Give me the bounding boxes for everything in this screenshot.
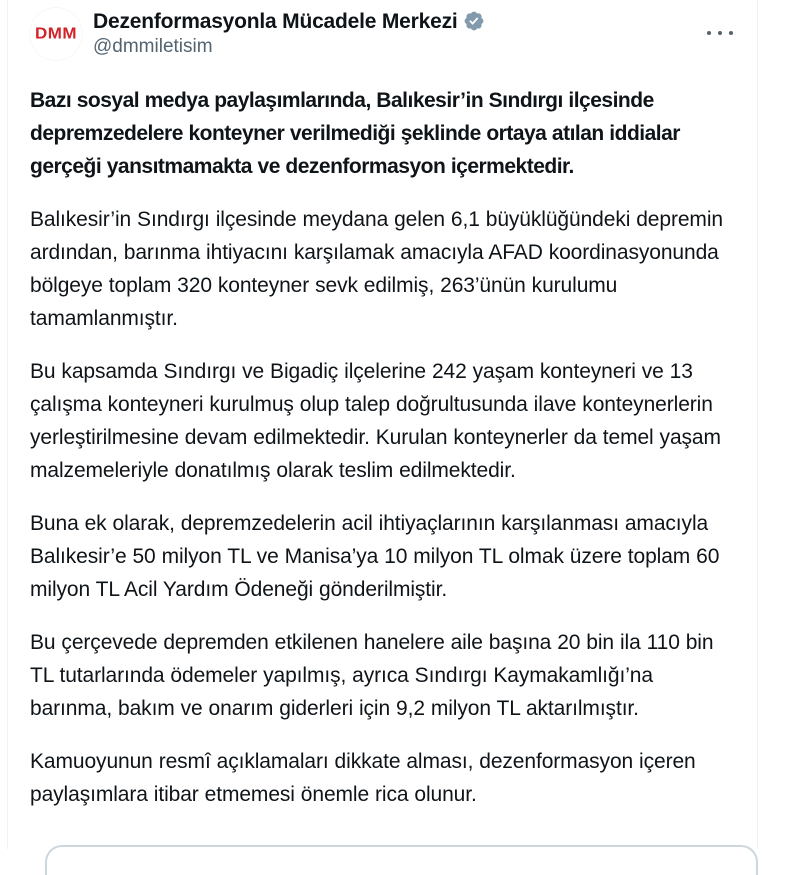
verified-badge-icon[interactable] [463, 10, 485, 32]
tweet-text [30, 84, 740, 811]
tweet-header [30, 8, 737, 62]
avatar[interactable] [30, 8, 82, 60]
more-button[interactable] [701, 16, 739, 50]
tweet-paragraph: Balıkesir’in Sındırgı ilçesinde meydana gelen 6,1 büyüklüğündeki depremin ardından, barınma ihtiyacını karşılamak amacıyla AFAD koordinasyonunda bölgeye toplam 320 konteyner sevk edilmiş, 263’ünün kurulumu tamamlanmıştır. [30, 208, 723, 330]
author-handle[interactable]: @dmmiletisim [93, 36, 213, 57]
author-name-row [93, 10, 485, 32]
media-card-top-edge[interactable] [45, 845, 758, 875]
tweet-paragraph: Bu kapsamda Sındırgı ve Bigadiç ilçelerine 242 yaşam konteyneri ve 13 çalışma konteyneri kurulmuş olup talep doğrultusunda ilave konteynerlerin yerleştirilmesine devam edilmektedir. Kurulan konteynerler da temel yaşam malzemeleriyle donatılmış olarak teslim edilmektedir. [30, 360, 721, 482]
ellipsis-icon [718, 31, 723, 36]
tweet-paragraph: Buna ek olarak, depremzedelerin acil ihtiyaçlarının karşılanması amacıyla Balıkesir’e 50 milyon TL ve Manisa’ya 10 milyon TL olmak üzere toplam 60 milyon TL Acil Yardım Ödeneği gönderilmiştir. [30, 512, 720, 601]
avatar-logo-text: DMM [34, 24, 78, 43]
tweet-paragraph: Bazı sosyal medya paylaşımlarında, Balıkesir’in Sındırgı ilçesinde depremzedelere konteyner verilmediği şeklinde ortaya atılan iddialar gerçeği yansıtmamakta ve dezenformasyon içermektedir. [30, 89, 680, 178]
tweet-paragraph: Kamuoyunun resmî açıklamaları dikkate alması, dezenformasyon içeren paylaşımlara itibar etmemesi önemle rica olunur. [30, 750, 696, 806]
tweet [7, 0, 758, 849]
author-block [93, 8, 485, 56]
tweet-paragraph: Bu çerçevede depremden etkilenen hanelere aile başına 20 bin ila 110 bin TL tutarlarında ödemeler yapılmış, ayrıca Sındırgı Kaymakamlığı’na barınma, bakım ve onarım giderleri için 9,2 milyon TL aktarılmıştır. [30, 631, 714, 720]
author-name[interactable]: Dezenformasyonla Mücadele Merkezi [93, 9, 458, 33]
